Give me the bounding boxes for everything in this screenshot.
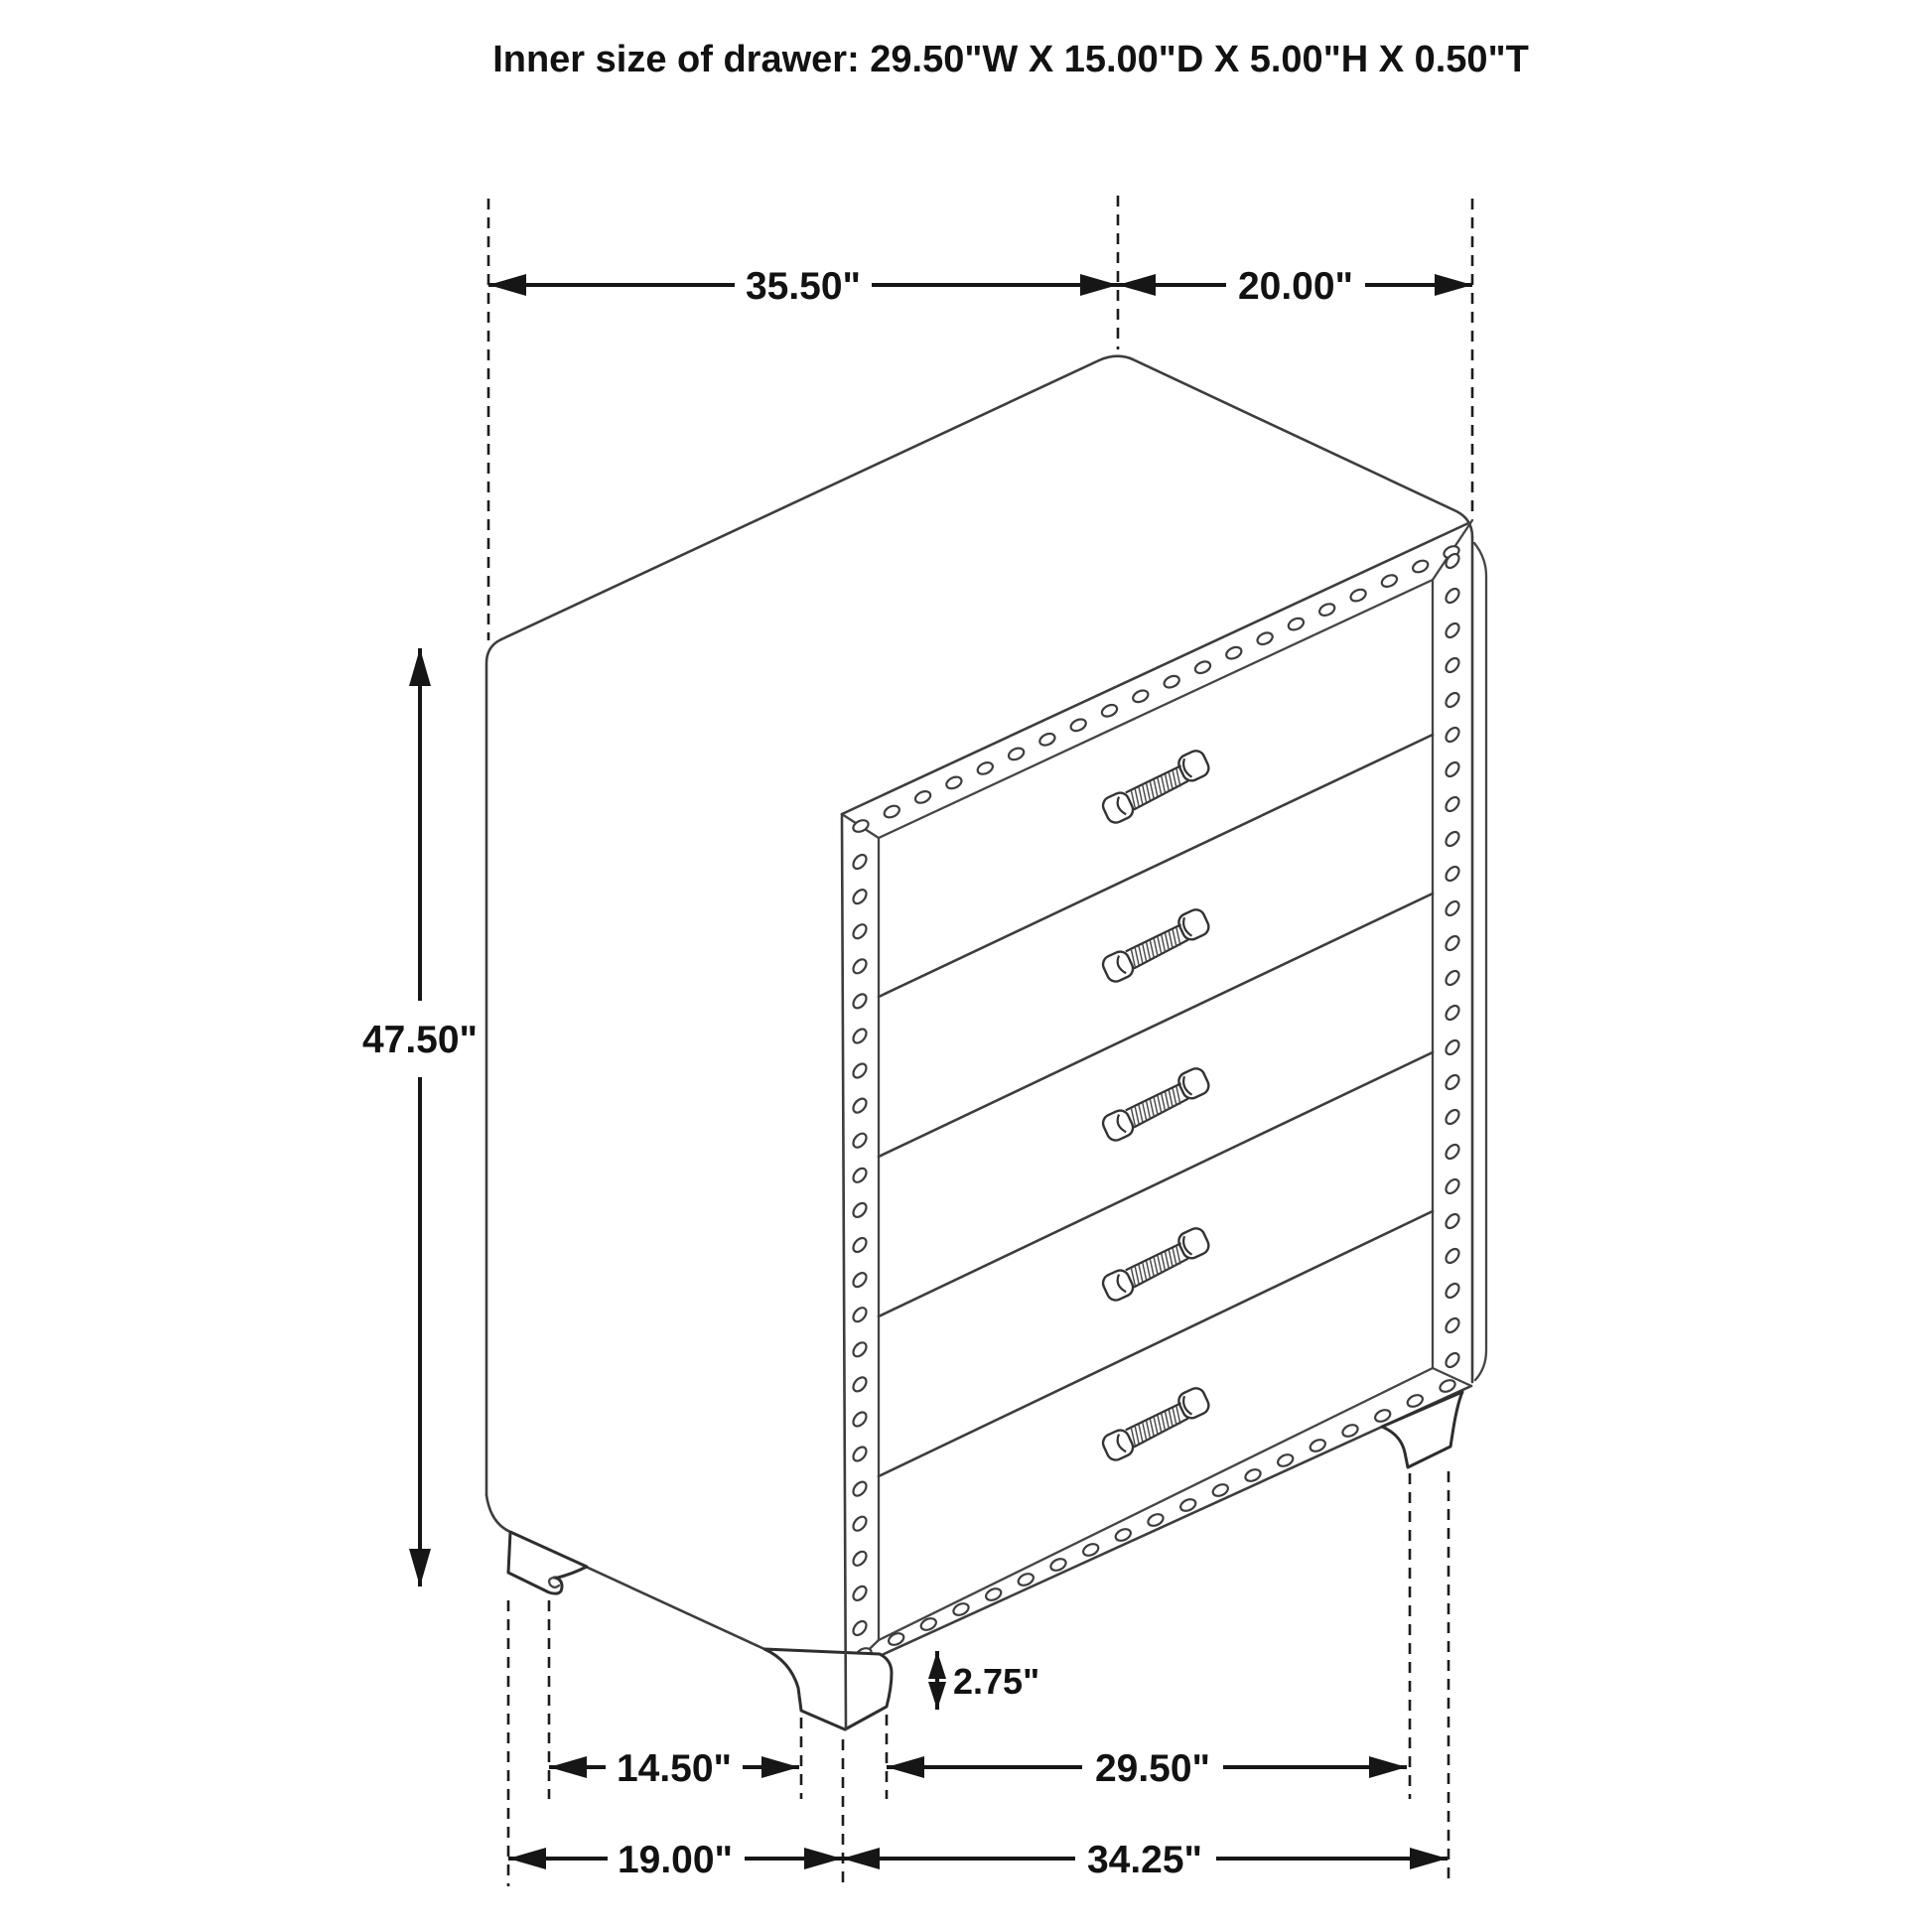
- nailhead-stud: [1373, 1408, 1392, 1424]
- nailhead-stud: [1131, 688, 1150, 704]
- nailhead-stud: [1256, 630, 1275, 646]
- dim-depth-top: [1118, 265, 1472, 308]
- nailhead-stud: [1444, 1004, 1461, 1023]
- dim-height-label: 47.50": [361, 1019, 479, 1061]
- nailhead-stud: [1444, 1282, 1461, 1301]
- nailhead-stud: [1444, 934, 1461, 953]
- nailhead-stud: [851, 1375, 869, 1394]
- nailhead-stud: [1444, 830, 1461, 849]
- nailhead-stud: [1444, 1038, 1461, 1057]
- nailhead-stud: [851, 1549, 869, 1568]
- nailhead-stud: [1380, 573, 1399, 589]
- nailhead-stud: [851, 853, 869, 872]
- nailhead-stud: [913, 789, 932, 805]
- drawer-handle: [1098, 906, 1214, 984]
- nailhead-stud: [1444, 969, 1461, 988]
- nailhead-stud: [1037, 732, 1056, 748]
- nailhead-stud: [1349, 588, 1368, 604]
- dim-foot-height-label: 2.75": [953, 1661, 1040, 1702]
- nailhead-stud: [1317, 602, 1336, 618]
- nailhead-stud: [1406, 1393, 1425, 1409]
- nailhead-stud: [1211, 1482, 1230, 1498]
- nailhead-stud: [944, 774, 963, 790]
- nailhead-stud: [1341, 1423, 1360, 1439]
- dim-front-foot-span-label: 29.50": [1094, 1747, 1211, 1790]
- nailhead-stud: [1444, 795, 1461, 814]
- nailhead-stud: [1444, 726, 1461, 745]
- dim-base-depth-label: 19.00": [617, 1839, 734, 1881]
- nailhead-stud: [1193, 659, 1212, 675]
- nailhead-stud: [851, 1619, 869, 1638]
- nailhead-stud: [1444, 865, 1461, 884]
- foot-front-right: [1382, 1392, 1462, 1467]
- dim-depth-top-label: 20.00": [1237, 265, 1354, 308]
- nailhead-stud: [1287, 617, 1306, 632]
- nailhead-stud: [1069, 717, 1088, 733]
- dimension-annotations: [362, 196, 1472, 1886]
- nailhead-stud: [851, 888, 869, 906]
- nailhead-stud: [851, 1306, 869, 1324]
- nailhead-stud: [851, 1340, 869, 1359]
- nailhead-stud: [1224, 645, 1243, 661]
- nailhead-stud: [1444, 1247, 1461, 1266]
- dim-base-width-label: 34.25": [1086, 1839, 1203, 1881]
- drawer-handle: [1098, 748, 1214, 825]
- nailhead-stud: [851, 1445, 869, 1463]
- nailhead-stud: [851, 957, 869, 976]
- dim-height: [362, 648, 478, 1587]
- nailhead-stud: [1439, 1378, 1457, 1394]
- nailhead-stud: [851, 1271, 869, 1290]
- nailhead-stud: [1007, 746, 1026, 761]
- dim-foot-height: [928, 1651, 1039, 1710]
- nailhead-stud: [851, 1061, 869, 1080]
- nailhead-stud: [1444, 1177, 1461, 1196]
- nailhead-stud: [1444, 1143, 1461, 1162]
- nailhead-stud: [1444, 587, 1461, 606]
- diagram-title: Inner size of drawer: 29.50"W X 15.00"D X 5.00"H X 0.50"T: [492, 39, 1529, 80]
- nailhead-stud: [883, 803, 901, 819]
- drawer-handle: [1098, 1385, 1214, 1462]
- dim-side-foot-span-label: 14.50": [616, 1747, 733, 1790]
- nailhead-stud: [851, 1479, 869, 1498]
- dim-base-depth: [508, 1839, 842, 1881]
- nailhead-stud: [1276, 1452, 1295, 1468]
- nailhead-stud: [1411, 558, 1430, 574]
- nailhead-stud: [851, 922, 869, 941]
- nailhead-stud: [851, 1166, 869, 1184]
- nailhead-studs: [851, 544, 1461, 1662]
- drawer-handle: [1098, 1225, 1214, 1303]
- dim-front-foot-span: [887, 1747, 1407, 1790]
- nailhead-stud: [851, 1131, 869, 1150]
- nailhead-stud: [1100, 703, 1119, 719]
- nailhead-stud: [1444, 656, 1461, 675]
- nailhead-stud: [976, 760, 995, 776]
- nailhead-stud: [1163, 674, 1181, 690]
- foot-front-left: [764, 1649, 892, 1729]
- drawer-handle: [1098, 1065, 1214, 1143]
- nailhead-stud: [1444, 1073, 1461, 1092]
- nailhead-stud: [851, 1236, 869, 1255]
- nailhead-stud: [1444, 1316, 1461, 1335]
- dim-width-top-label: 35.50": [745, 265, 862, 308]
- nailhead-stud: [1444, 1212, 1461, 1231]
- foot-back-left: [508, 1532, 587, 1593]
- nailhead-stud: [1309, 1438, 1327, 1453]
- nailhead-stud: [1444, 899, 1461, 918]
- nailhead-stud: [1444, 760, 1461, 779]
- nailhead-stud: [1444, 691, 1461, 710]
- nailhead-stud: [851, 1584, 869, 1602]
- nailhead-stud: [851, 1027, 869, 1045]
- nailhead-stud: [851, 992, 869, 1011]
- dim-side-foot-span: [549, 1747, 799, 1790]
- nailhead-stud: [1444, 1351, 1461, 1370]
- drawer-handles: [1098, 748, 1214, 1462]
- dim-width-top: [488, 265, 1118, 308]
- chest-outline: [486, 356, 1486, 1671]
- nailhead-stud: [851, 1514, 869, 1533]
- nailhead-stud: [1244, 1467, 1263, 1483]
- nailhead-stud: [1444, 1108, 1461, 1127]
- nailhead-stud: [1178, 1497, 1197, 1513]
- nailhead-stud: [851, 1200, 869, 1219]
- nailhead-stud: [1444, 621, 1461, 640]
- dim-base-width: [842, 1839, 1448, 1881]
- nailhead-stud: [851, 1096, 869, 1115]
- chest-drawing: [486, 356, 1486, 1729]
- nailhead-stud: [851, 1410, 869, 1429]
